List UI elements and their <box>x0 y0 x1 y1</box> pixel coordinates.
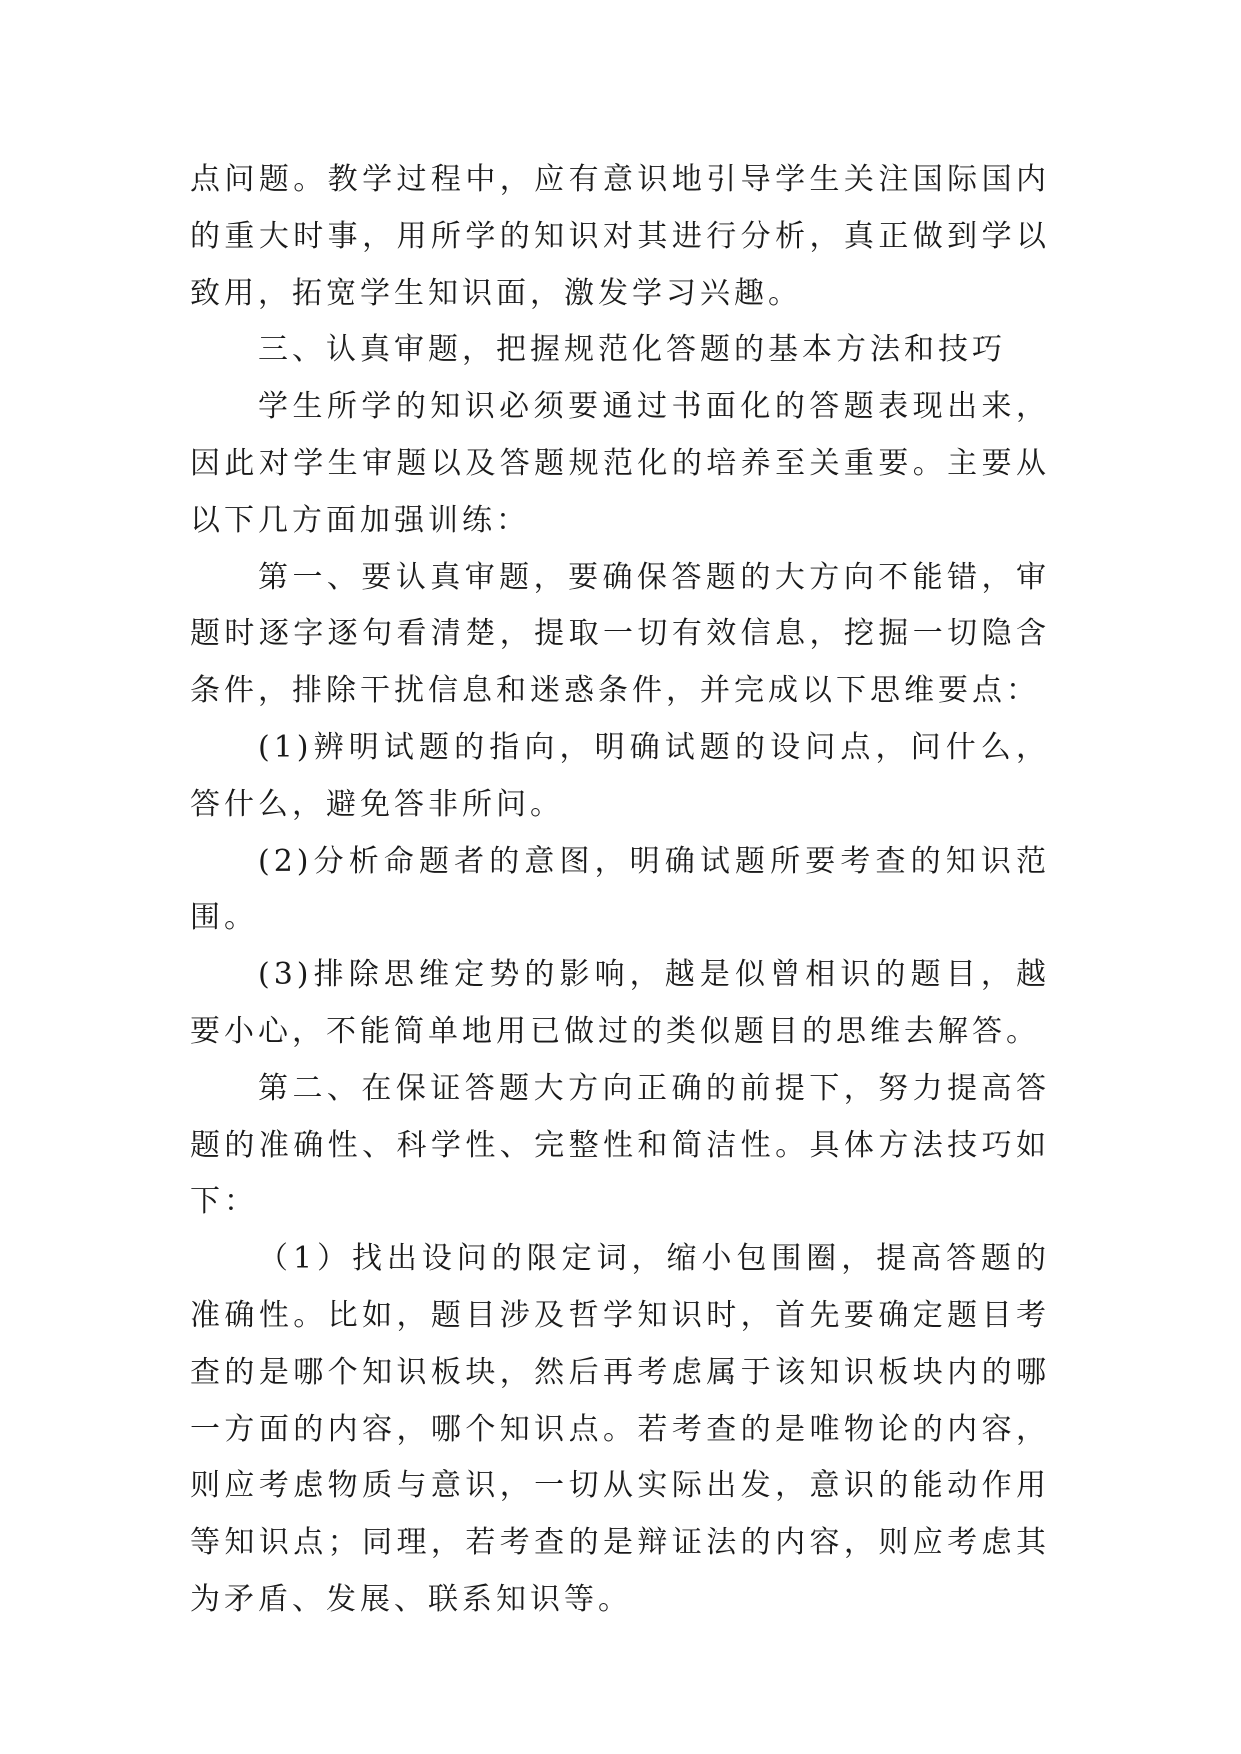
paragraph-second-point: 第二、在保证答题大方向正确的前提下，努力提高答题的准确性、科学性、完整性和简洁性。具体方法技巧如下： <box>190 1070 1050 1220</box>
list-item-fullwidth-1: （1）找出设问的限定词，缩小包围圈，提高答题的准确性。比如，题目涉及哲学知识时，首先要确定题目考查的是哪个知识板块，然后再考虑属于该知识板块内的哪一方面的内容，哪个知识点。若考查的是唯物论的内容，则应考虑物质与意识，一切从实际出发，意识的能动作用等知识点；同理，若考查的是辩证法的内容，则应考虑其为矛盾、发展、联系知识等。 <box>190 1241 1050 1617</box>
list-item-2: (2)分析命题者的意图，明确试题所要考查的知识范围。 <box>190 843 1050 936</box>
paragraph-continuation: 点问题。教学过程中，应有意识地引导学生关注国际国内的重大时事，用所学的知识对其进行分析，真正做到学以致用，拓宽学生知识面，激发学习兴趣。 <box>190 162 1050 311</box>
list-item-1: (1)辨明试题的指向，明确试题的设问点，问什么，答什么，避免答非所问。 <box>190 729 1050 822</box>
paragraph-intro: 学生所学的知识必须要通过书面化的答题表现出来，因此对学生审题以及答题规范化的培养至关重要。主要从以下几方面加强训练： <box>190 389 1050 538</box>
section-heading-three: 三、认真审题，把握规范化答题的基本方法和技巧 <box>258 332 1006 368</box>
document-page <box>190 152 1050 1629</box>
paragraph-first-point: 第一、要认真审题，要确保答题的大方向不能错，审题时逐字逐句看清楚，提取一切有效信息，挖掘一切隐含条件，排除干扰信息和迷惑条件，并完成以下思维要点： <box>190 559 1050 709</box>
list-item-3: (3)排除思维定势的影响，越是似曾相识的题目，越要小心，不能简单地用已做过的类似题目的思维去解答。 <box>190 957 1050 1049</box>
